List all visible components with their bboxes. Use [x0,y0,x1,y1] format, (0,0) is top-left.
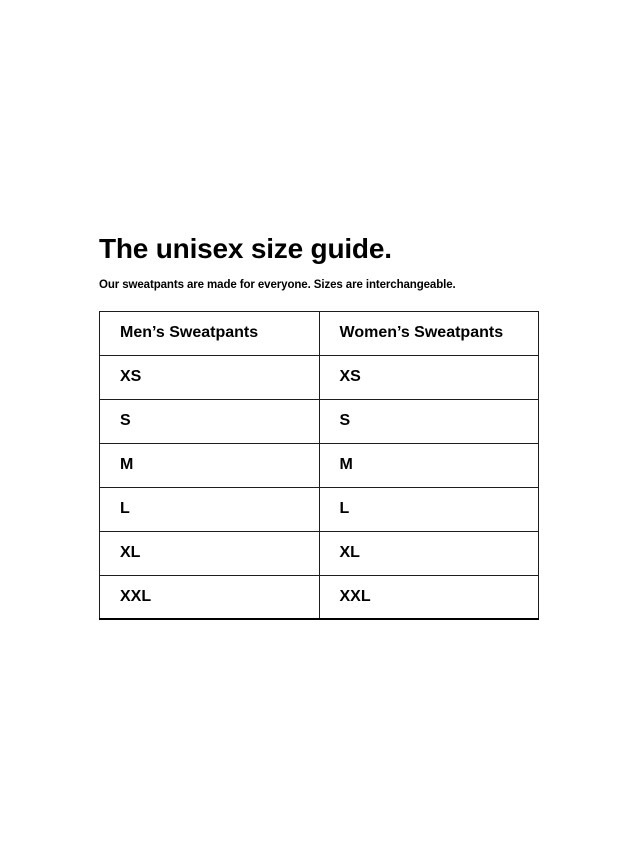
table-header-row [100,311,539,355]
size-cell: S [100,399,320,443]
table-row [100,355,539,399]
table-row [100,443,539,487]
size-cell: XL [319,531,539,575]
table-row [100,531,539,575]
size-cell: S [319,399,539,443]
size-cell: XS [319,355,539,399]
size-guide-content [99,234,540,620]
size-cell: L [100,487,320,531]
size-cell: XL [100,531,320,575]
size-cell: M [100,443,320,487]
size-guide-table [99,311,539,621]
table-row [100,487,539,531]
size-cell: XXL [319,575,539,619]
size-cell: XXL [100,575,320,619]
page-title: The unisex size guide. [99,233,392,264]
header-cell-mens: Men’s Sweatpants [100,311,320,355]
size-table-body [100,355,539,619]
size-cell: L [319,487,539,531]
table-row [100,399,539,443]
page-subtitle: Our sweatpants are made for everyone. Sizes are interchangeable. [99,278,456,291]
size-cell: M [319,443,539,487]
table-row [100,575,539,619]
size-table-header [100,311,539,355]
size-cell: XS [100,355,320,399]
header-cell-womens: Women’s Sweatpants [319,311,539,355]
